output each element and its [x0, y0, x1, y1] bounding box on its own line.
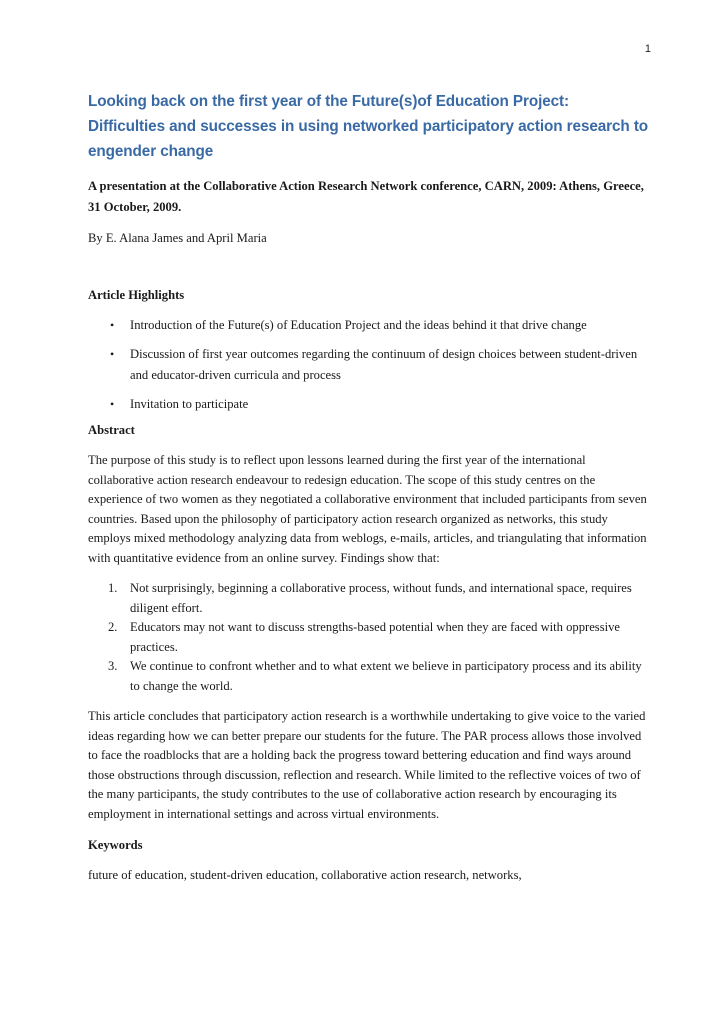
- highlight-item: [88, 315, 650, 336]
- keywords-text: future of education, student-driven education, collaborative action research, networks,: [88, 868, 522, 882]
- abstract-heading: Abstract: [88, 423, 135, 437]
- highlights-heading: Article Highlights: [88, 288, 185, 302]
- abstract-paragraph: The purpose of this study is to reflect upon lessons learned during the first year of the international collaborative action research endeavour to redesign education. The scope of this study centres on the experience of two women as they negotiated a collaborative environment that included participants from seven countries. Based upon the philosophy of participatory action research organized as networks, this study employs mixed methodology analyzing data from weblogs, e-mails, articles, and triangulating that information with quantitative evidence from an online survey. Findings show that:: [88, 453, 647, 565]
- highlight-text: Discussion of first year outcomes regarding the continuum of design choices between student-driven and educator-driven curricula and process: [130, 347, 638, 382]
- findings-list: [88, 579, 650, 696]
- bullet-icon: •: [110, 318, 115, 332]
- keywords-heading: Keywords: [88, 838, 143, 852]
- paper-authors: By E. Alana James and April Maria: [88, 231, 267, 245]
- finding-number: 2.: [108, 620, 118, 634]
- page-number: 1: [644, 43, 651, 55]
- highlight-item: [88, 394, 650, 415]
- finding-number: 1.: [108, 581, 118, 595]
- paper-title: Looking back on the first year of the Future(s)of Education Project: Difficulties and successes in using networked participatory action research to engender change: [88, 93, 649, 160]
- bullet-icon: •: [110, 347, 115, 361]
- finding-item: [88, 657, 650, 696]
- finding-text: Educators may not want to discuss strengths-based potential when they are faced with oppressive practices.: [130, 620, 620, 654]
- paper-subtitle: A presentation at the Collaborative Action Research Network conference, CARN, 2009: Athens, Greece, 31 October, 2009.: [88, 179, 644, 214]
- finding-number: 3.: [108, 659, 118, 673]
- document-content: [88, 89, 650, 886]
- finding-text: Not surprisingly, beginning a collaborative process, without funds, and international space, requires diligent effort.: [130, 581, 632, 615]
- finding-item: [88, 579, 650, 618]
- highlight-text: Introduction of the Future(s) of Education Project and the ideas behind it that drive change: [130, 318, 587, 332]
- highlight-item: [88, 344, 650, 386]
- finding-text: We continue to confront whether and to what extent we believe in participatory process and its ability to change the world.: [130, 659, 642, 693]
- highlights-list: [88, 315, 650, 415]
- finding-item: [88, 618, 650, 657]
- highlight-text: Invitation to participate: [130, 397, 249, 411]
- conclusion-paragraph: This article concludes that participatory action research is a worthwhile undertaking to give voice to the varied ideas regarding how we can better prepare our students for the future. The PAR process allows those involved to face the roadblocks that are a holding back the progress toward bettering education and find ways around those obstructions through discussion, reflection and research. While limited to the reflective voices of two of the many participants, the study contributes to the use of collaborative action research by encouraging its employment in international settings and across virtual environments.: [88, 709, 646, 821]
- bullet-icon: •: [110, 397, 115, 411]
